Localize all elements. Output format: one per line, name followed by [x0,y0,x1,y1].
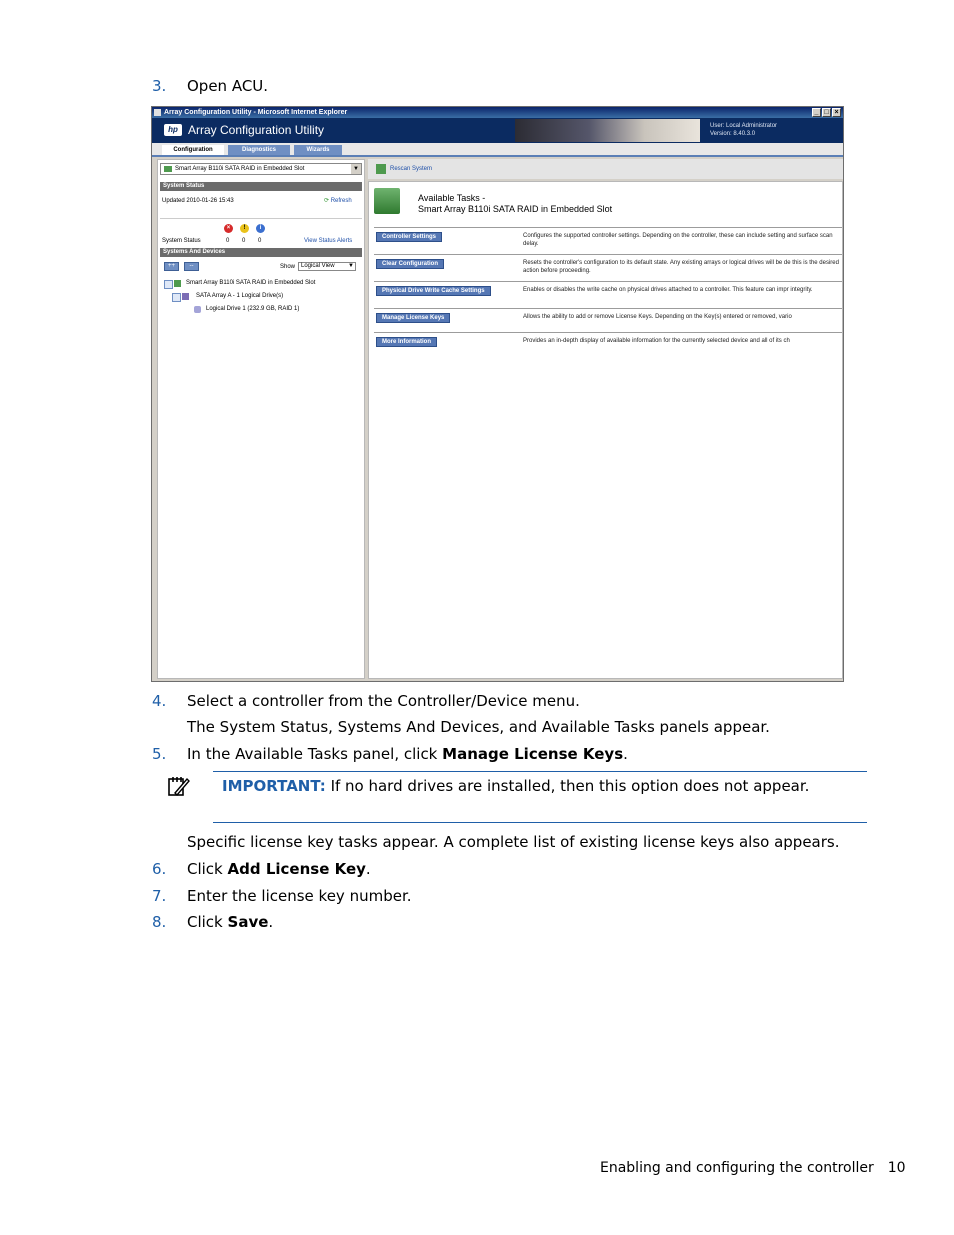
note-divider [213,822,867,823]
array-icon [182,293,189,300]
step-text: In the Available Tasks panel, click Manage License Keys. [187,745,628,763]
task-description: Resets the controller's configuration to its default state. Any existing arrays or logical drives will be de this is the desired action before proceeding. [523,260,839,274]
status-label: System Status [162,238,201,244]
controller-icon [164,166,172,172]
task-description: Enables or disables the write cache on physical drives attached to a controller. This feature can impr integrity. [523,287,813,293]
tasks-title [418,193,612,215]
left-panel [157,159,365,679]
physical-drive-write-cache-button[interactable]: Physical Drive Write Cache Settings [376,286,491,296]
task-description: Provides an in-depth display of available information for the currently selected device and all of its ch [523,338,790,344]
acu-screenshot [151,106,844,682]
show-label: Show [280,264,296,270]
step-text: Click Add License Key. [187,860,371,878]
controller-icon [174,280,181,287]
collapse-node-icon[interactable] [172,293,181,302]
version-label: Version: 8.40.3.0 [710,131,756,137]
tree-item-controller[interactable]: Smart Array B110i SATA RAID in Embedded Slot [186,280,316,286]
step-5-result: Specific license key tasks appear. A complete list of existing license keys also appears. [187,833,840,851]
refresh-icon: ⟳ [324,198,330,204]
task-row [374,308,842,331]
step-4-result: The System Status, Systems And Devices, and Available Tasks panels appear. [187,718,770,736]
maximize-icon[interactable]: □ [822,108,831,117]
hp-logo-icon: hp [164,124,182,136]
important-text: If no hard drives are installed, then this option does not appear. [330,777,810,795]
footer-section: Enabling and configuring the controller [600,1160,874,1176]
step-text: Open ACU. [187,77,269,95]
step-text: Enter the license key number. [187,887,412,905]
rescan-icon [376,164,386,174]
systems-devices-header: Systems And Devices [160,248,362,257]
refresh-label: Refresh [330,198,352,204]
tasks-title-line: Available Tasks - [418,193,486,203]
step-number: 3. [152,77,167,95]
chevron-down-icon[interactable]: ▼ [351,164,361,174]
important-label: IMPORTANT: [222,777,326,795]
page-number: 10 [887,1160,906,1176]
user-info [710,122,777,138]
step-number: 5. [152,745,167,763]
info-count: 0 [258,238,262,244]
logical-drive-icon [194,306,201,313]
tasks-subtitle: Smart Array B110i SATA RAID in Embedded Slot [418,204,613,214]
ie-icon [154,109,161,116]
minimize-icon[interactable]: _ [812,108,821,117]
system-status-header: System Status [160,182,362,191]
collapse-node-icon[interactable] [164,280,173,289]
tasks-icon [374,188,400,214]
step-text: Click Save. [187,913,274,931]
close-icon[interactable]: × [832,108,841,117]
controller-settings-button[interactable]: Controller Settings [376,232,442,242]
page-footer [600,1159,906,1177]
critical-status-icon: × [224,224,233,233]
controller-select[interactable] [160,163,362,175]
app-header [152,118,843,143]
step-text: Select a controller from the Controller/Device menu. [187,692,580,710]
warning-count: 0 [242,238,246,244]
refresh-link[interactable] [324,197,352,205]
tree-item-logical-drive[interactable]: Logical Drive 1 (232.9 GB, RAID 1) [206,306,300,312]
critical-count: 0 [226,238,230,244]
step-number: 7. [152,887,167,905]
tab-diagnostics[interactable]: Diagnostics [228,145,290,155]
task-row [374,254,842,281]
view-status-alerts-link[interactable]: View Status Alerts [304,238,353,244]
controller-select-value: Smart Array B110i SATA RAID in Embedded Slot [175,166,305,172]
step-number: 4. [152,692,167,710]
tree-toolbar [162,262,362,272]
app-title: Array Configuration Utility [188,123,325,137]
collapse-all-icon[interactable]: -- [184,262,199,271]
window-title: Array Configuration Utility - Microsoft Internet Explorer [164,109,348,116]
ie-titlebar [152,107,843,118]
rescan-bar [368,159,843,179]
task-row [374,281,842,308]
tree-item-array[interactable]: SATA Array A - 1 Logical Drive(s) [196,293,284,299]
view-select-value: Logical View [301,263,335,269]
more-information-button[interactable]: More Information [376,337,437,347]
important-note [222,777,809,795]
manage-license-keys-button[interactable]: Manage License Keys [376,313,450,323]
task-row [374,227,842,254]
updated-label: Updated 2010-01-26 15:43 [162,198,234,204]
device-tree [162,280,362,330]
tab-configuration[interactable]: Configuration [162,145,224,155]
tab-bar [152,143,843,157]
info-status-icon: i [256,224,265,233]
task-description: Configures the supported controller settings. Depending on the controller, these can include setting and surface scan delay. [523,233,833,247]
user-label: User: Local Administrator [710,123,778,129]
clear-configuration-button[interactable]: Clear Configuration [376,259,444,269]
chevron-down-icon: ▼ [348,263,354,269]
note-divider [213,771,867,772]
warning-status-icon: ! [240,224,249,233]
important-note-icon [167,775,191,797]
task-row [374,332,842,355]
header-photo [515,119,700,142]
step-number: 8. [152,913,167,931]
tab-wizards[interactable]: Wizards [294,145,342,155]
step-number: 6. [152,860,167,878]
view-select[interactable] [298,262,356,271]
expand-all-icon[interactable]: ++ [164,262,179,271]
rescan-system-link[interactable]: Rescan System [390,166,433,172]
task-description: Allows the ability to add or remove License Keys. Depending on the Key(s) entered or removed, vario [523,314,792,320]
